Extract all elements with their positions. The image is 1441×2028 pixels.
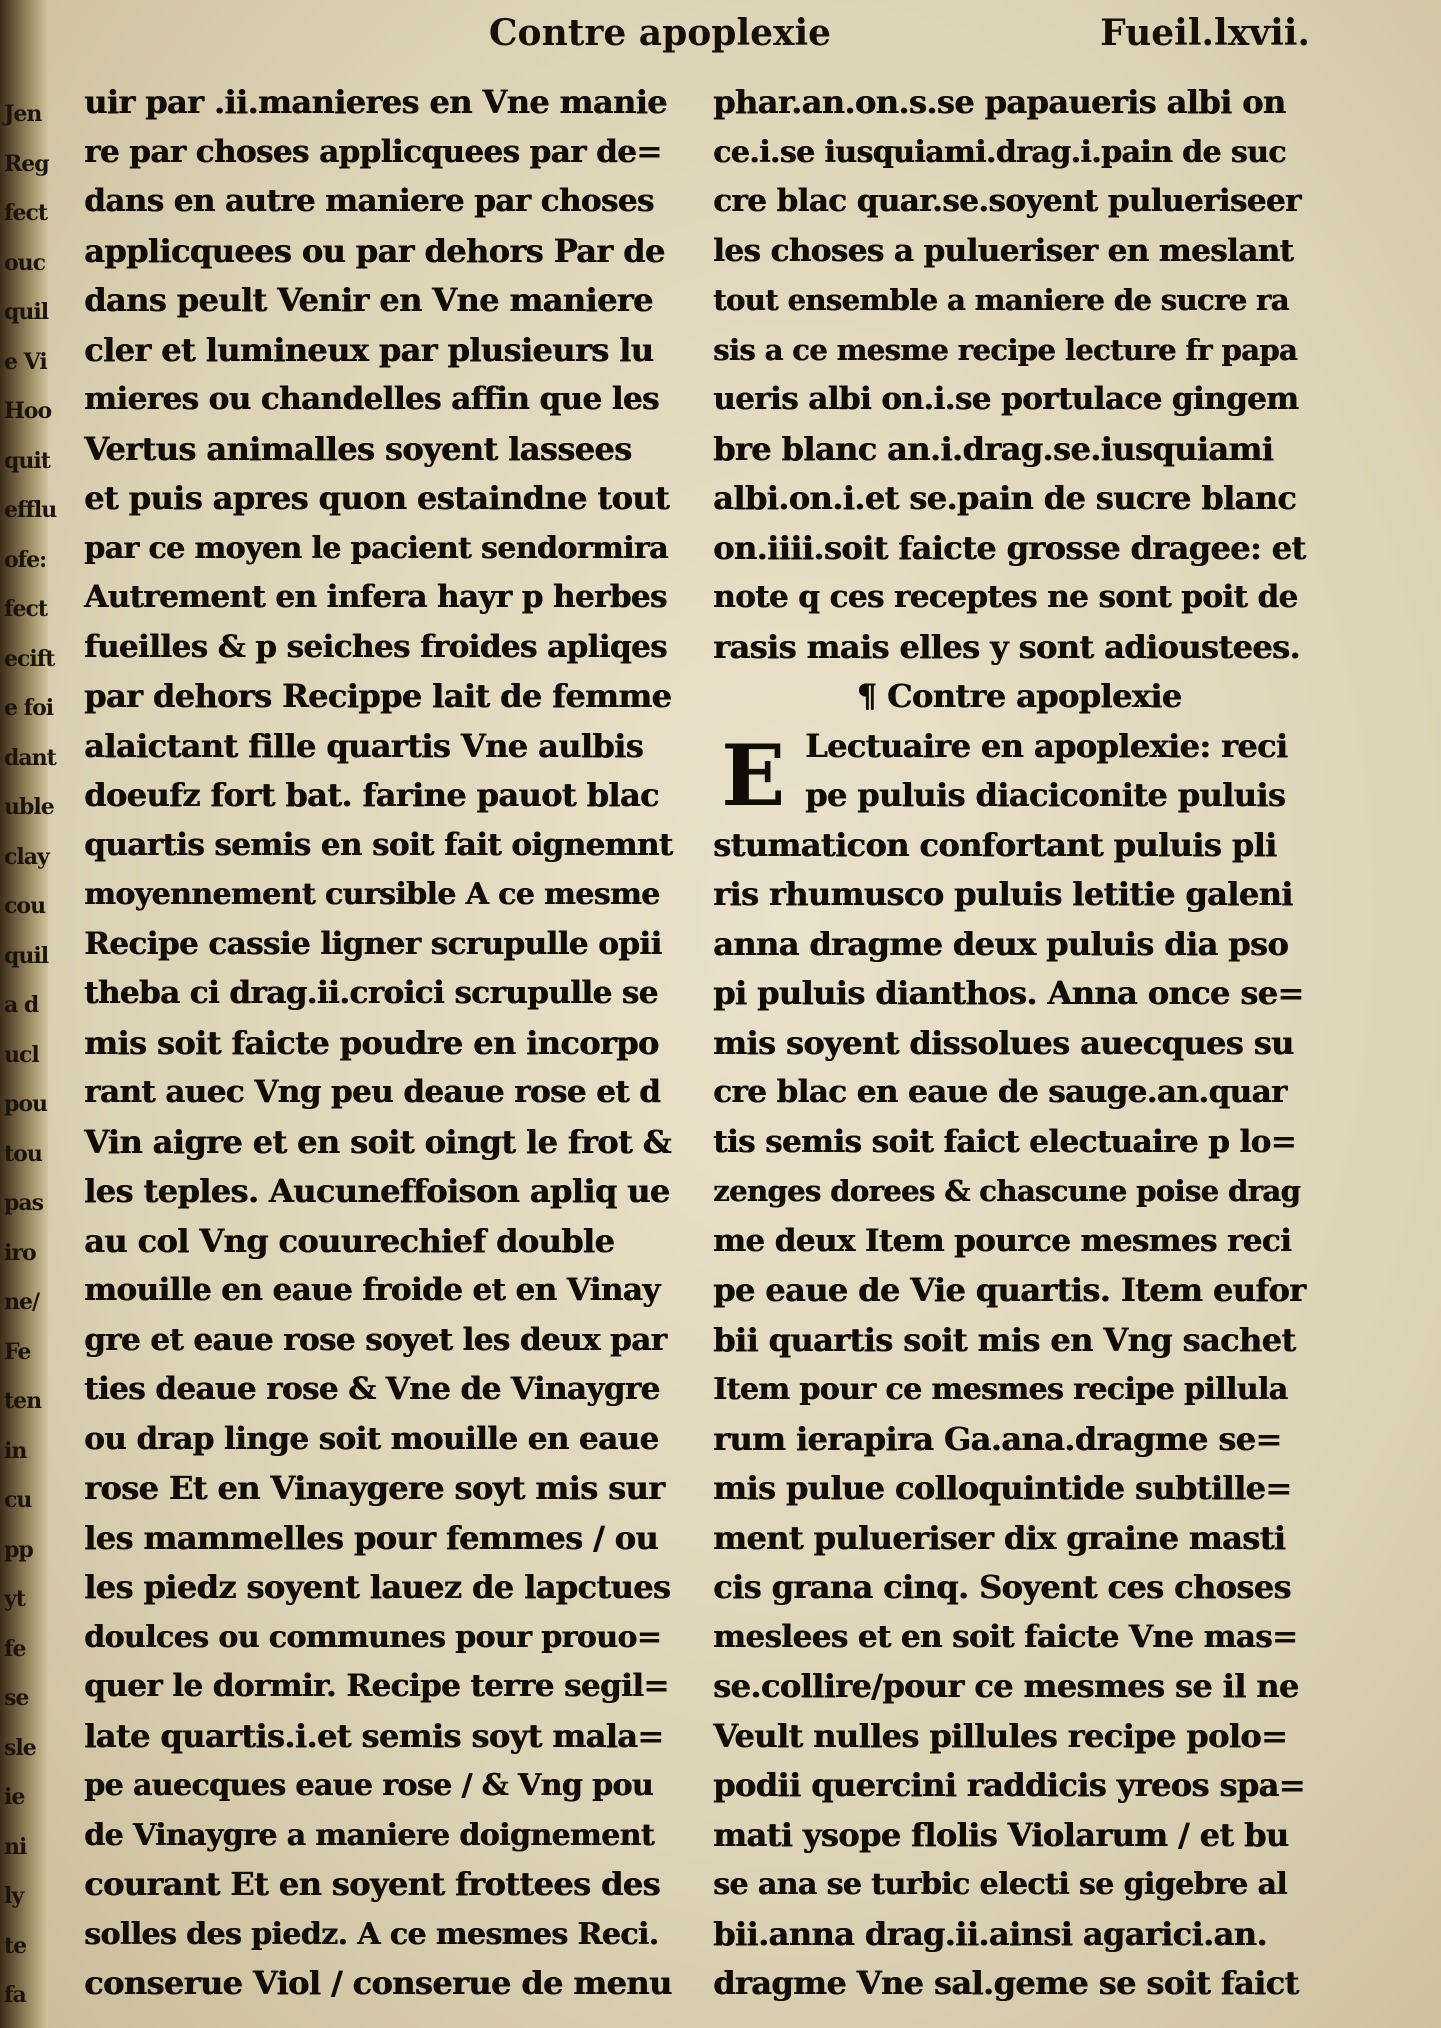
neighbor-line-fragment: ofe: xyxy=(4,546,47,573)
text-line: stumaticon confortant puluis pli xyxy=(713,825,1277,864)
text-line: anna dragme deux puluis dia pso xyxy=(713,924,1288,963)
text-line: quer le dormir. Recipe terre segil= xyxy=(84,1668,669,1704)
text-line: phar.an.on.s.se papaueris albi on xyxy=(713,83,1286,121)
text-line: rasis mais elles y sont adioustees. xyxy=(713,627,1300,666)
text-line: se.collire/pour ce mesmes se il ne xyxy=(713,1667,1299,1705)
text-line: bre blanc an.i.drag.se.iusquiami xyxy=(713,429,1274,468)
neighbor-line-fragment: Fe xyxy=(4,1338,31,1365)
left-text-column xyxy=(84,78,673,2002)
text-line: sis a ce mesme recipe lecture fr papa xyxy=(713,332,1297,367)
text-line: bii quartis soit mis en Vng sachet xyxy=(713,1320,1296,1359)
neighbor-line-fragment: cu xyxy=(4,1487,32,1513)
neighbor-line-fragment: efflu xyxy=(4,497,57,523)
text-line: meslees et en soit faicte Vne mas= xyxy=(713,1618,1298,1655)
neighbor-line-fragment: tou xyxy=(4,1140,42,1167)
neighbor-line-fragment: e Vi xyxy=(4,348,47,375)
right-text-column xyxy=(713,78,1306,2002)
neighbor-line-fragment: fa xyxy=(4,1982,26,2008)
text-line: mouille en eaue froide et en Vinay xyxy=(84,1272,660,1308)
neighbor-line-fragment: ecift xyxy=(4,645,55,672)
text-line: late quartis.i.et semis soyt mala= xyxy=(84,1716,664,1755)
text-line: ueris albi on.i.se portulace gingem xyxy=(713,381,1299,417)
text-line: pe puluis diaciconite puluis xyxy=(805,776,1286,814)
text-line: ce.i.se iusquiami.drag.i.pain de suc xyxy=(713,134,1286,170)
text-line: ment pulueriser dix graine masti xyxy=(713,1518,1286,1557)
text-line: pe auecques eaue rose / & Vng pou xyxy=(84,1768,653,1803)
neighbor-line-fragment: ten xyxy=(4,1388,42,1414)
neighbor-line-fragment: te xyxy=(4,1932,27,1959)
neighbor-line-fragment: ucl xyxy=(4,1041,39,1068)
neighbor-line-fragment: Jen xyxy=(4,101,42,127)
section-heading: ¶ Contre apoplexie xyxy=(856,677,1182,715)
text-line: mis soyent dissolues auecques su xyxy=(713,1023,1294,1062)
text-line: ou drap linge soit mouille en eaue xyxy=(84,1420,659,1457)
text-line: cis grana cinq. Soyent ces choses xyxy=(713,1568,1291,1606)
text-line: albi.on.i.et se.pain de sucre blanc xyxy=(713,479,1297,517)
neighbor-line-fragment: in xyxy=(4,1437,27,1464)
text-line: note q ces receptes ne sont poit de xyxy=(713,579,1298,615)
decorated-initial-letter: E xyxy=(721,726,785,825)
neighbor-line-fragment: ni xyxy=(4,1833,27,1860)
neighbor-line-fragment: se xyxy=(4,1685,29,1711)
text-line: se ana se turbic electi se gigebre al xyxy=(713,1867,1287,1902)
text-line: on.iiii.soit faicte grosse dragee: et xyxy=(713,528,1306,567)
text-line: theba ci drag.ii.croici scrupulle se xyxy=(84,975,658,1011)
text-line: tout ensemble a maniere de sucre ra xyxy=(713,283,1289,317)
text-line: Lectuaire en apoplexie: reci xyxy=(805,726,1288,765)
text-line: ris rhumusco puluis letitie galeni xyxy=(713,875,1293,913)
folio-number: Fueil.lxvii. xyxy=(1100,12,1310,54)
text-line: Vertus animalles soyent lassees xyxy=(84,429,632,468)
text-line: au col Vng couurechief double xyxy=(84,1221,615,1260)
text-line: de Vinaygre a maniere doignement xyxy=(84,1817,654,1853)
neighbor-page-margin-fragments xyxy=(4,90,57,2008)
text-line: ties deaue rose & Vne de Vinaygre xyxy=(84,1371,660,1407)
text-line: Recipe cassie ligner scrupulle opii xyxy=(84,925,662,962)
text-line: dans en autre maniere par choses xyxy=(84,183,654,219)
text-line: rum ierapira Ga.ana.dragme se= xyxy=(713,1419,1282,1458)
text-line: quartis semis en soit fait oignemnt xyxy=(84,826,673,863)
neighbor-line-fragment: ne/ xyxy=(4,1289,40,1315)
text-line: Item pour ce mesmes recipe pillula xyxy=(713,1372,1288,1407)
text-line: par ce moyen le pacient sendormira xyxy=(84,530,668,566)
text-line: par dehors Recippe lait de femme xyxy=(84,677,672,715)
neighbor-line-fragment: ie xyxy=(4,1784,25,1810)
neighbor-line-fragment: uble xyxy=(4,794,54,820)
text-line: les mammelles pour femmes / ou xyxy=(84,1518,658,1557)
text-line: mieres ou chandelles affin que les xyxy=(84,381,659,417)
text-line: zenges dorees & chascune poise drag xyxy=(713,1174,1301,1208)
text-line: et puis apres quon estaindne tout xyxy=(84,479,669,517)
text-line: les piedz soyent lauez de lapctues xyxy=(84,1568,671,1606)
text-line: applicquees ou par dehors Par de xyxy=(84,231,665,270)
text-line: doulces ou communes pour prouo= xyxy=(84,1619,662,1655)
neighbor-line-fragment: fect xyxy=(4,596,48,622)
text-line: solles des piedz. A ce mesmes Reci. xyxy=(84,1916,659,1952)
text-line: rose Et en Vinaygere soyt mis sur xyxy=(84,1469,665,1507)
neighbor-line-fragment: fe xyxy=(4,1635,26,1662)
text-line: re par choses applicquees par de= xyxy=(84,133,662,170)
text-line: les choses a pulueriser en meslant xyxy=(713,232,1294,269)
running-head: Contre apoplexie xyxy=(488,12,832,54)
text-line: dans peult Venir en Vne maniere xyxy=(84,281,653,319)
neighbor-line-fragment: pas xyxy=(4,1190,44,1216)
text-line: pe eaue de Vie quartis. Item eufor xyxy=(713,1271,1306,1309)
text-line: dragme Vne sal.geme se soit faict xyxy=(713,1964,1299,2002)
neighbor-line-fragment: e foi xyxy=(4,695,54,721)
neighbor-line-fragment: quil xyxy=(4,942,49,969)
neighbor-line-fragment: pou xyxy=(4,1091,48,1117)
neighbor-line-fragment: ouc xyxy=(4,249,46,276)
neighbor-line-fragment: sle xyxy=(4,1734,36,1761)
text-line: Veult nulles pillules recipe polo= xyxy=(713,1716,1288,1755)
text-line: podii quercini raddicis yreos spa= xyxy=(713,1766,1305,1804)
neighbor-line-fragment: cou xyxy=(4,893,46,919)
text-line: Vin aigre et en soit oingt le frot & xyxy=(84,1122,671,1161)
neighbor-line-fragment: Reg xyxy=(4,150,49,177)
text-line: mis soit faicte poudre en incorpo xyxy=(84,1023,659,1062)
neighbor-line-fragment: a d xyxy=(4,992,39,1018)
text-line: uir par .ii.manieres en Vne manie xyxy=(84,83,667,121)
neighbor-line-fragment: fect xyxy=(4,200,48,226)
neighbor-line-fragment: quil xyxy=(4,299,49,325)
text-line: tis semis soit faict electuaire p lo= xyxy=(713,1123,1296,1160)
text-line: bii.anna drag.ii.ainsi agarici.an. xyxy=(713,1914,1267,1953)
text-line: mati ysope flolis Violarum / et bu xyxy=(713,1815,1289,1854)
text-line: conserue Viol / conserue de menu xyxy=(84,1964,672,2002)
text-line: rant auec Vng peu deaue rose et d xyxy=(84,1074,661,1110)
neighbor-line-fragment: iro xyxy=(4,1239,36,1266)
neighbor-line-fragment: ly xyxy=(4,1883,24,1909)
text-line: courant Et en soyent frottees des xyxy=(84,1865,660,1903)
neighbor-line-fragment: pp xyxy=(4,1536,33,1563)
text-line: me deux Item pource mesmes reci xyxy=(713,1222,1292,1259)
neighbor-line-fragment: quit xyxy=(4,447,50,474)
text-line: mis pulue colloquintide subtille= xyxy=(713,1469,1292,1507)
text-line: cler et lumineux par plusieurs lu xyxy=(84,330,654,369)
text-line: pi puluis dianthos. Anna once se= xyxy=(713,974,1304,1012)
text-line: cre blac en eaue de sauge.an.quar xyxy=(713,1074,1287,1110)
neighbor-line-fragment: dant xyxy=(4,744,56,771)
text-line: les teples. Aucuneffoison apliq ue xyxy=(84,1172,670,1210)
text-line: alaictant fille quartis Vne aulbis xyxy=(84,726,643,765)
neighbor-line-fragment: Hoo xyxy=(4,398,52,424)
text-line: moyennement cursible A ce mesme xyxy=(84,877,660,912)
text-line: doeufz fort bat. farine pauot blac xyxy=(84,776,659,814)
text-line: cre blac quar.se.soyent pulueriseer xyxy=(713,183,1301,219)
neighbor-line-fragment: yt xyxy=(4,1586,25,1612)
text-line: fueilles & p seiches froides apliqes xyxy=(84,628,667,665)
neighbor-line-fragment: clay xyxy=(4,843,49,870)
text-line: gre et eaue rose soyet les deux par xyxy=(84,1321,667,1358)
text-line: Autrement en infera hayr p herbes xyxy=(84,579,667,615)
